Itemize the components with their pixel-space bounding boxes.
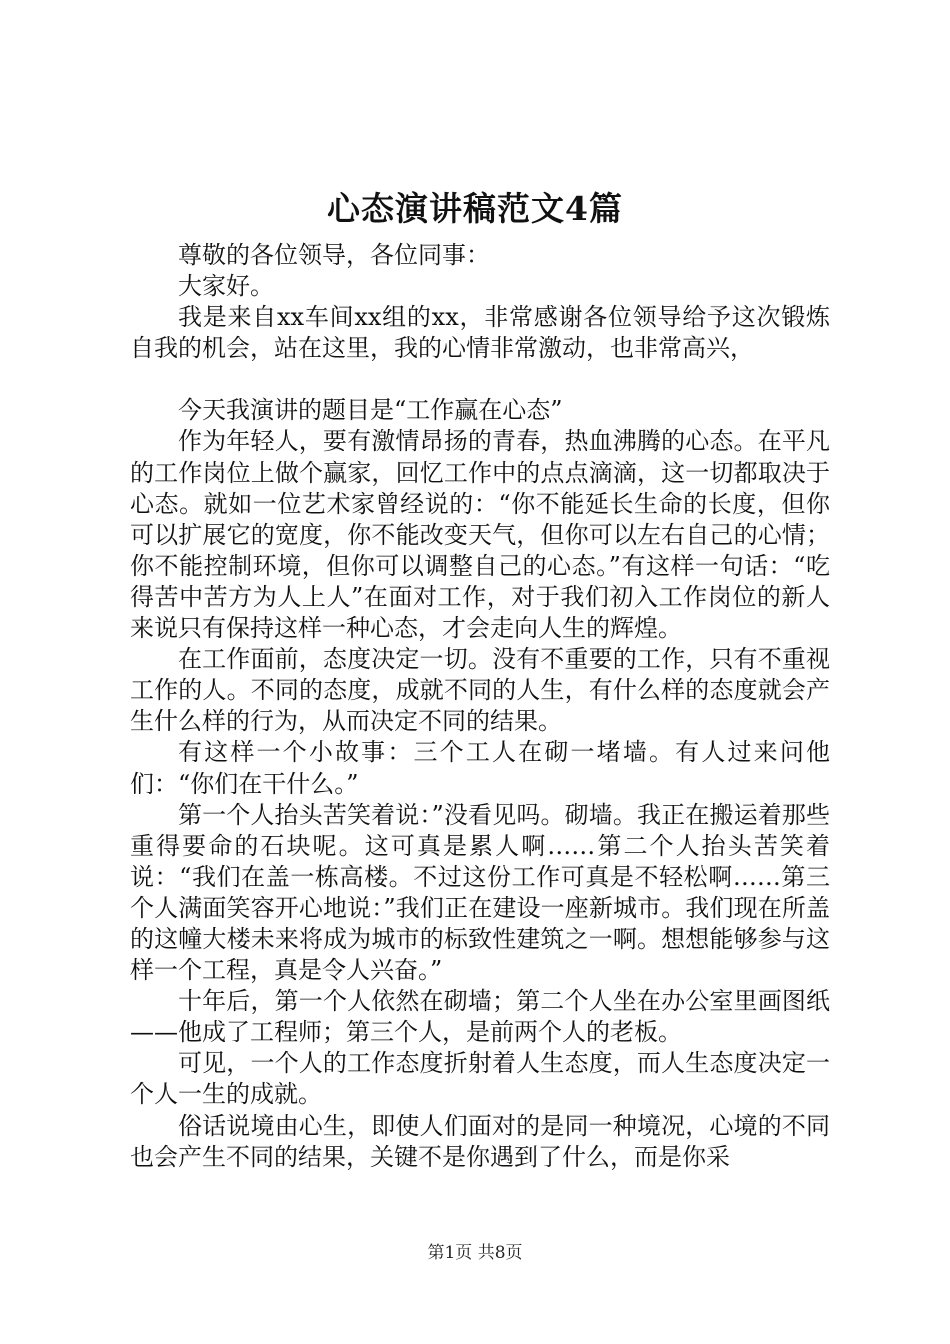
- paragraph-conclusion: 可见，一个人的工作态度折射着人生态度，而人生态度决定一个人一生的成就。: [130, 1049, 830, 1109]
- paragraph-salutation: 尊敬的各位领导，各位同事：: [178, 241, 490, 269]
- paragraph-story-answers: 第一个人抬头苦笑着说：”没看见吗。砌墙。我正在搬运着那些重得要命的石块呢。这可真是累人啊……第二个人抬头苦笑着说：“我们在盖一栋高楼。不过这份工作可真是不轻松啊……第三个人满面笑容开心地说：”我们正在建设一座新城市。我们现在所盖的这幢大楼未来将成为城市的标致性建筑之一啊。想想能够参与这样一个工程，真是令人兴奋。”: [130, 800, 830, 985]
- paragraph-greeting: 大家好。: [178, 272, 274, 301]
- paragraph-gap: [130, 364, 830, 395]
- paragraph-attitude-decides: 在工作面前，态度决定一切。没有不重要的工作，只有不重视工作的人。不同的态度，成就不同的人生，有什么样的态度就会产生什么样的行为，从而决定不同的结果。: [130, 645, 830, 736]
- document-title: 心态演讲稿范文4篇: [327, 189, 623, 228]
- paragraph-story-intro: 有这样一个小故事：三个工人在砌一堵墙。有人过来问他们：“你们在干什么。”: [130, 738, 830, 798]
- paragraph-ten-years-later: 十年后，第一个人依然在砌墙；第二个人坐在办公室里画图纸——他成了工程师；第三个人，是前两个人的老板。: [130, 987, 830, 1047]
- paragraph-youth-attitude: 作为年轻人，要有激情昂扬的青春，热血沸腾的心态。在平凡的工作岗位上做个赢家，回忆工作中的点点滴滴，这一切都取决于心态。就如一位艺术家曾经说的：“你不能延长生命的长度，但你可以扩展它的宽度，你不能改变天气，但你可以左右自己的心情；你不能控制环境，但你可以调整自己的心态。”有这样一句话：“吃得苦中苦方为人上人”在面对工作，对于我们初入工作岗位的新人来说只有保持这样一种心态，才会走向人生的辉煌。: [130, 427, 830, 643]
- page-footer: 第1页 共8页: [427, 1243, 523, 1263]
- paragraph-topic: 今天我演讲的题目是“工作赢在心态”: [178, 396, 563, 425]
- paragraph-intro: 我是来自xx车间xx组的xx，非常感谢各位领导给予这次锻炼自我的机会，站在这里，我的心情非常激动，也非常高兴，: [130, 303, 830, 363]
- document-body: [130, 240, 830, 1173]
- paragraph-proverb: 俗话说境由心生，即使人们面对的是同一种境况，心境的不同也会产生不同的结果，关键不是你遇到了什么，而是你采: [130, 1111, 830, 1171]
